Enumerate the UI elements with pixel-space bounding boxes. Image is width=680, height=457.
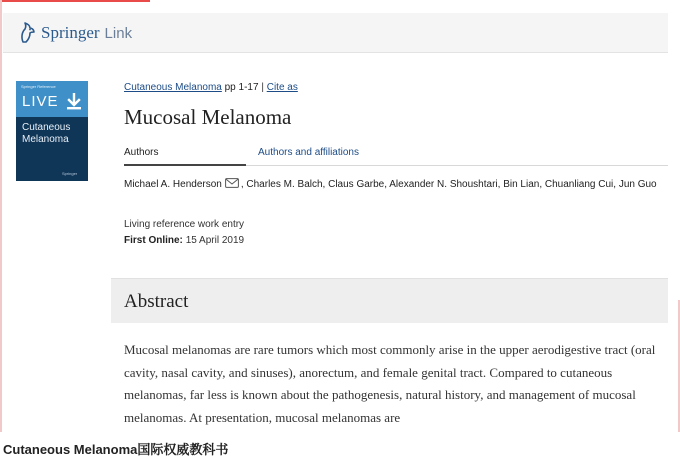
tab-authors[interactable]: Authors	[124, 147, 246, 166]
cover-publisher: Springer	[62, 171, 78, 176]
breadcrumb-separator: |	[261, 82, 264, 93]
book-link[interactable]: Cutaneous Melanoma	[124, 82, 222, 93]
logo-text-springer: Springer	[41, 23, 100, 42]
accent-edge-left	[0, 0, 2, 432]
co-authors: , Charles M. Balch, Claus Garbe, Alexander N. Shoushtari, Bin Lian, Chuanliang Cui, Jun Guo	[240, 179, 657, 190]
cite-as-link[interactable]: Cite as	[266, 82, 298, 93]
first-online	[124, 235, 244, 246]
page-range: pp 1-17	[224, 82, 259, 93]
email-icon[interactable]	[225, 178, 239, 191]
cover-title-line2: Melanoma	[22, 134, 69, 145]
first-online-date: 15 April 2019	[185, 235, 245, 246]
book-cover[interactable]	[16, 81, 88, 181]
tab-authors-affiliations[interactable]: Authors and affiliations	[258, 147, 359, 158]
author-name[interactable]: Michael A. Henderson	[124, 179, 222, 190]
logo-text-link: Link	[104, 24, 133, 42]
cover-series: Springer Reference	[21, 84, 56, 89]
cover-live-badge: LIVE	[22, 93, 59, 110]
first-online-label: First Online:	[124, 235, 183, 246]
cover-title-line1: Cutaneous	[22, 122, 71, 133]
breadcrumb	[124, 82, 298, 93]
image-caption: Cutaneous Melanoma国际权威教科书	[3, 442, 229, 457]
abstract-heading: Abstract	[124, 291, 189, 312]
site-header	[3, 13, 668, 53]
download-icon	[66, 93, 82, 116]
author-tabs	[124, 147, 668, 166]
springerlink-logo[interactable]	[17, 21, 132, 45]
springer-horse-icon	[17, 22, 37, 44]
author-list	[124, 178, 657, 191]
entry-type: Living reference work entry	[124, 219, 245, 230]
article-title: Mucosal Melanoma	[124, 105, 292, 129]
accent-bar	[0, 0, 150, 2]
abstract-text: Mucosal melanomas are rare tumors which most commonly arise in the upper aerodigestive tract (oral cavity, nasal cavity, and sinuses), anorectum, and female genital tract. Compared to cutaneous melanomas, far less is known about the pathogenesis, natural history, and management of mucosal melanomas. At presentation, mucosal melanomas are	[124, 342, 656, 425]
cover-title	[22, 122, 70, 146]
abstract-section-header	[111, 278, 668, 323]
